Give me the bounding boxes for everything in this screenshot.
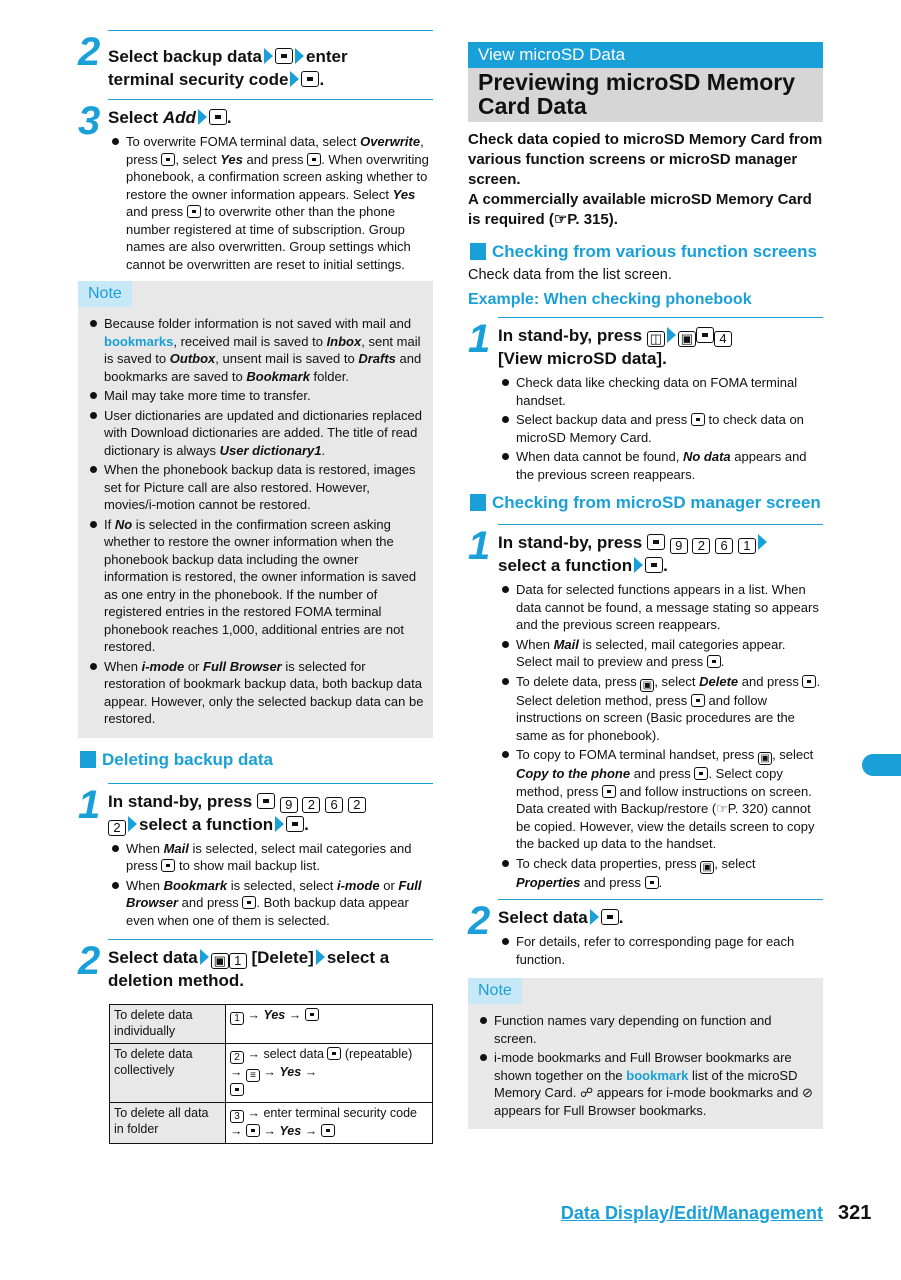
bookmark-link[interactable]: bookmark [626,1067,689,1083]
list-item: When data cannot be found, No data appears and the previous screen reappears. [498,448,823,483]
page-number: 321 [838,1202,872,1224]
center-key-icon [301,71,319,87]
center-key-icon [161,153,175,166]
key-2-icon: 2 [348,797,366,813]
camera-key-icon: ▣ [211,953,229,969]
arrow-icon [758,534,767,550]
list-item: Select backup data and press to check data on microSD Memory Card. [498,411,823,446]
arrow-icon [128,816,137,832]
key-1-icon: 1 [230,1012,244,1025]
center-key-icon [307,153,321,166]
list-item: Check data like checking data on FOMA terminal handset. [498,374,823,409]
camera-key-icon: ▣ [700,861,714,874]
list-item: i-mode bookmarks and Full Browser bookmarks are shown together on the bookmark list of the microSD Memory Card. ☍ appears for i-mode bookmarks and ⊘ appears for Full Browser bookmarks. [476,1049,815,1119]
phonebook-key-icon: ◫ [647,331,665,347]
list-item: Data for selected functions appears in a list. When data cannot be found, a message stating so appears and the previous screen reappears. [498,581,823,634]
key-4-icon: 4 [714,331,732,347]
right-column [468,42,823,1129]
arrow-icon [198,109,207,125]
key-2-icon: 2 [230,1051,244,1064]
table-row: To delete data collectively 2 → select data (repeatable) → ≡ → Yes → [110,1044,433,1103]
step-2-select-data-right [468,899,823,968]
step-title: In stand-by, press 9 2 6 2 2 select a function . [108,783,433,836]
arrow-icon [295,48,304,64]
step-number: 1 [468,317,489,361]
center-key-icon [647,534,665,550]
section-heading-deleting-backup: Deleting backup data [78,748,433,771]
list-item: To check data properties, press ▣ , select Properties and press . [498,855,823,892]
arrow-icon [200,949,209,965]
center-key-icon [275,48,293,64]
center-key-icon [230,1083,244,1096]
step-title: In stand-by, press 9 2 6 1 select a function . [498,524,823,577]
arrow-icon [316,949,325,965]
step-title: Select data . [498,899,823,929]
arrow-icon [290,71,299,87]
key-9-icon: 9 [280,797,298,813]
center-key-icon [694,767,708,780]
step-2-select-data [78,939,433,992]
intro-text: Check data copied to microSD Memory Card from various function screens or microSD manager screen. [468,131,823,188]
step-number: 2 [78,939,99,983]
imode-bookmark-icon: ☍ [579,1085,594,1100]
step-number: 2 [468,899,489,943]
arrow-icon [634,557,643,573]
key-2-icon: 2 [302,797,320,813]
step-title: Select Add . [108,99,433,129]
list-item: To copy to FOMA terminal handset, press ▣ , select Copy to the phone and press . Select copy method, press and follow instructions on screen. Data created with Backup/restore (☞P. 320) cannot be copied. However, view the details screen to copy the backed up data to the handset. [498,746,823,853]
page-title: Previewing microSD Memory Card Data [468,68,823,122]
center-key-icon [707,655,721,668]
deletion-method-table [109,1004,433,1144]
center-key-icon [242,896,256,909]
center-key-icon [691,413,705,426]
center-key-icon [602,785,616,798]
note-box [78,281,433,738]
key-2-icon: 2 [692,538,710,554]
center-key-icon [321,1124,335,1137]
section-heading-various-screens: Checking from various function screens [468,240,823,263]
step-number: 3 [78,99,99,143]
list-item: When the phonebook backup data is restored, images set for Picture call are also restored. However, movies/i-motion cannot be restored. [86,461,425,514]
section-heading-microsd-manager: Checking from microSD manager screen [468,491,823,514]
center-key-icon [286,816,304,832]
step-title: Select backup data enter terminal security code . [108,30,433,91]
footer-section-title: Data Display/Edit/Management [560,1203,823,1223]
list-item: Function names vary depending on function and screen. [476,1012,815,1047]
intro-text-2: A commercially available microSD Memory Card is required (☞P. 315). [468,191,812,228]
center-key-icon [246,1124,260,1137]
center-key-icon [645,876,659,889]
list-item: When Bookmark is selected, select i-mode or Full Browser and press . Both backup data appear even when one of them is selected. [108,877,433,930]
section-bar: View microSD Data [468,42,823,68]
example-heading: Example: When checking phonebook [468,291,752,308]
menu-key-icon: ≡ [246,1069,260,1082]
table-row: To delete data individually 1 → Yes → [110,1005,433,1044]
center-key-icon [802,675,816,688]
step-1-stand-by [78,783,433,930]
list-item: When Mail is selected, select mail categories and press to show mail backup list. [108,840,433,875]
key-6-icon: 6 [715,538,733,554]
key-1-icon: 1 [229,953,247,969]
step-1-microsd-manager [468,524,823,891]
list-item: If No is selected in the confirmation screen asking whether to restore the owner information when the phonebook backup data including the owner information is restored, the owner information is saved as one entry in the phonebook. If the number of registered entries in the restored FOMA terminal phonebook reaches 1,000, additional entries are not restored. [86,516,425,656]
chapter-tab [862,754,901,776]
arrow-icon [667,327,676,343]
step-title: In stand-by, press ◫ ▣ 4 [View microSD data]. [498,317,823,370]
step-number: 1 [468,524,489,568]
center-key-icon [209,109,227,125]
note-tag: Note [468,978,522,1004]
list-item: Because folder information is not saved with mail and bookmarks, received mail is saved to Inbox, sent mail is saved to Outbox, unsent mail is saved to Drafts and bookmarks are saved to Bookmark folder. [86,315,425,385]
full-browser-bookmark-icon: ⊘ [801,1085,813,1100]
center-key-icon [161,859,175,872]
list-item: Mail may take more time to transfer. [86,387,425,405]
center-key-icon [696,327,714,343]
camera-key-icon: ▣ [758,752,772,765]
list-item: To delete data, press ▣ , select Delete and press . Select deletion method, press and follow instructions on screen (Basic procedures are the same as for phonebook). [498,673,823,745]
step-1-view-microsd [468,317,823,483]
list-item: User dictionaries are updated and dictionaries replaced with Download dictionaries are added. The title of read dictionary is always User dictionary1. [86,407,425,460]
key-2-icon: 2 [108,820,126,836]
note-tag: Note [78,281,132,307]
step-3-select-add [78,99,433,273]
center-key-icon [601,909,619,925]
arrow-icon [264,48,273,64]
center-key-icon [327,1047,341,1060]
arrow-icon [275,816,284,832]
bookmarks-link[interactable]: bookmarks [104,333,174,349]
center-key-icon [691,694,705,707]
center-key-icon [305,1008,319,1021]
note-box [468,978,823,1129]
center-key-icon [187,205,201,218]
camera-key-icon: ▣ [678,331,696,347]
step-number: 1 [78,782,99,827]
table-row: To delete all data in folder 3 → enter terminal security code → → Yes → [110,1103,433,1144]
list-item: When i-mode or Full Browser is selected for restoration of bookmark backup data, both backup data appear. However, only the selected backup data can be restored. [86,658,425,728]
left-column [78,30,433,1144]
list-item: To overwrite FOMA terminal data, select Overwrite, press , select Yes and press . When overwriting phonebook, a confirmation screen asking whether to restore the owner information appears. Select Yes and press to overwrite other than the phone number registered at time of subscription. Group names are also overwritten. Group settings which cannot be overwritten are reset to initial settings. [108,133,433,273]
center-key-icon [257,793,275,809]
key-3-icon: 3 [230,1110,244,1123]
step-title: Select data ▣ 1 [Delete] select a deletion method. [108,939,433,992]
step-2-select-backup [78,30,433,91]
key-1-icon: 1 [738,538,756,554]
arrow-icon [590,909,599,925]
step-number: 2 [78,30,99,74]
key-9-icon: 9 [670,538,688,554]
section-text: Check data from the list screen. [468,267,672,283]
list-item: For details, refer to corresponding page for each function. [498,933,823,968]
camera-key-icon: ▣ [640,679,654,692]
key-6-icon: 6 [325,797,343,813]
list-item: When Mail is selected, mail categories appear. Select mail to preview and press . [498,636,823,671]
center-key-icon [645,557,663,573]
